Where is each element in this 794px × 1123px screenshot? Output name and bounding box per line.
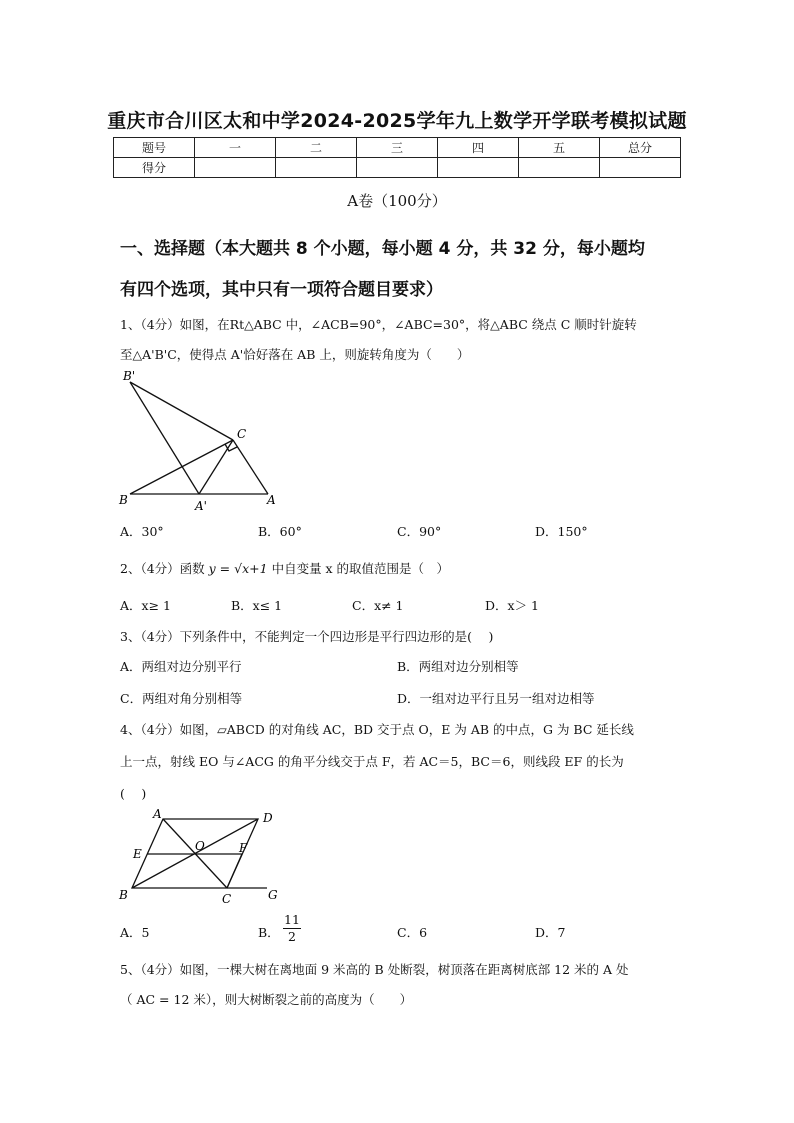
q2-option-a[interactable]: A．x≥ 1	[120, 598, 171, 613]
q1-label-b1: B'	[123, 369, 136, 383]
score-table-header-cell: 三	[357, 138, 438, 158]
q4-option-c[interactable]: C．6	[397, 925, 428, 940]
score-table-header-cell: 题号	[114, 138, 195, 158]
q1-segment-b1-c	[130, 382, 233, 440]
q1-option-b[interactable]: B．60°	[258, 524, 302, 539]
q4-label-f: F	[239, 841, 248, 855]
q1-segment-b1-a1	[130, 382, 199, 494]
q1-option-a[interactable]: A．30°	[120, 524, 164, 539]
q2-option-c[interactable]: C．x≠ 1	[352, 598, 404, 613]
score-cell	[438, 158, 519, 178]
exam-title: 重庆市合川区太和中学2024-2025学年九上数学开学联考模拟试题	[107, 110, 687, 132]
q4-figure	[115, 806, 290, 906]
q1-label-a1: A'	[195, 499, 207, 513]
q1-text-line1: 1、（4分）如图，在Rt△ABC 中，∠ACB=90°，∠ABC=30°，将△ABC 绕点 C 顺时针旋转	[120, 317, 637, 332]
q4-option-b-fraction	[283, 912, 301, 945]
q4-option-b-denominator: 2	[288, 929, 296, 944]
q5-text-line2: （ AC = 12 米），则大树断裂之前的高度为（ ）	[120, 992, 413, 1007]
q3-option-c[interactable]: C．两组对角分别相等	[120, 691, 243, 706]
q4-label-c: C	[222, 892, 232, 906]
q2-suffix: 中自变量 x 的取值范围是（ ）	[271, 561, 450, 576]
q4-label-g: G	[268, 888, 278, 902]
score-table-header-cell: 四	[438, 138, 519, 158]
q4-label-a: A	[153, 807, 162, 821]
part1-heading-line2: 有四个选项，其中只有一项符合题目要求）	[120, 280, 443, 300]
q4-option-b-label[interactable]: B．	[258, 925, 280, 940]
q2-option-b[interactable]: B．x≤ 1	[231, 598, 283, 613]
q3-option-b[interactable]: B．两组对边分别相等	[397, 659, 519, 674]
score-cell	[276, 158, 357, 178]
score-table-header-row	[114, 138, 681, 158]
q1-segment-c-a	[233, 440, 268, 494]
q4-label-e: E	[133, 847, 142, 861]
score-cell	[519, 158, 600, 178]
q3-option-d[interactable]: D．一组对边平行且另一组对边相等	[397, 691, 595, 706]
q1-option-d[interactable]: D．150°	[535, 524, 588, 539]
score-table-header-cell: 一	[195, 138, 276, 158]
q1-segment-b-c	[130, 440, 233, 494]
q4-segment-c-f	[227, 854, 242, 888]
score-table-score-row	[114, 158, 681, 178]
part1-heading-line1: 一、选择题（本大题共 8 个小题，每小题 4 分，共 32 分，每小题均	[120, 239, 645, 259]
q3-option-a[interactable]: A．两组对边分别平行	[120, 659, 242, 674]
q4-label-b: B	[119, 888, 128, 902]
score-table-row-label: 得分	[114, 158, 195, 178]
q4-label-o: O	[195, 839, 205, 853]
q3-text-line: 3、（4分）下列条件中，不能判定一个四边形是平行四边形的是( )	[120, 629, 494, 644]
q4-text-line3: ( )	[120, 786, 147, 801]
q4-label-d: D	[263, 811, 273, 825]
score-cell	[600, 158, 681, 178]
score-table	[113, 137, 681, 178]
q4-option-d[interactable]: D．7	[535, 925, 566, 940]
q2-formula: y = √x+1	[208, 561, 268, 576]
score-cell	[357, 158, 438, 178]
score-table-header-cell: 五	[519, 138, 600, 158]
q1-label-c: C	[237, 427, 247, 441]
q1-label-b: B	[119, 493, 128, 507]
score-table-header-cell: 总分	[600, 138, 681, 158]
score-cell	[195, 158, 276, 178]
q5-text-line1: 5、（4分）如图，一棵大树在离地面 9 米高的 B 处断裂，树顶落在距离树底部 12 米的 A 处	[120, 962, 629, 977]
score-table-header-cell: 二	[276, 138, 357, 158]
q1-figure	[115, 366, 285, 516]
q4-option-a[interactable]: A．5	[120, 925, 150, 940]
q4-text-line2: 上一点，射线 EO 与∠ACG 的角平分线交于点 F，若 AC＝5，BC＝6，则线段 EF 的长为	[120, 754, 624, 769]
q2-prefix: 2、（4分）函数	[120, 561, 205, 576]
q1-option-c[interactable]: C．90°	[397, 524, 442, 539]
q2-option-d[interactable]: D．x＞ 1	[485, 598, 539, 613]
q4-option-b-numerator: 11	[284, 912, 300, 927]
q1-label-a: A	[267, 493, 276, 507]
q4-text-line1: 4、（4分）如图，▱ABCD 的对角线 AC，BD 交于点 O，E 为 AB 的中点，G 为 BC 延长线	[120, 722, 634, 737]
section-a-heading: A卷（100分）	[347, 192, 447, 210]
q2-text-line	[120, 559, 685, 577]
q1-text-line2: 至△A'B'C，使得点 A'恰好落在 AB 上，则旋转角度为（ ）	[120, 347, 470, 362]
